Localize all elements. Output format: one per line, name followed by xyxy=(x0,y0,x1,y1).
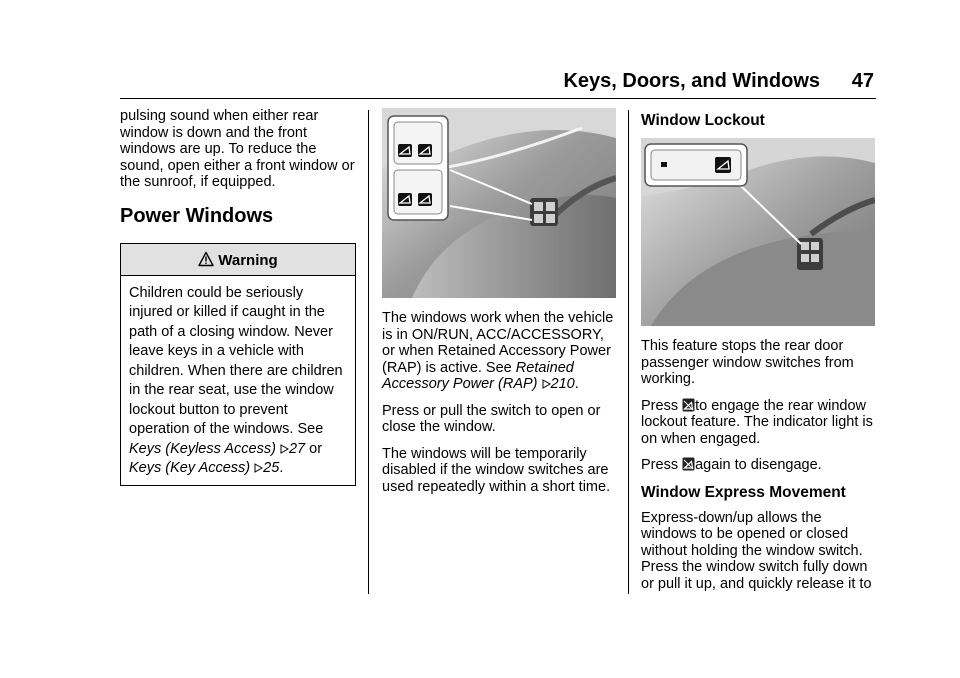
disengage-description: again to disengage. xyxy=(695,457,822,473)
running-header-title: Keys, Doors, and Windows xyxy=(563,70,820,92)
paragraph-temporarily-disabled: The windows will be temporarily disabled if the window switches are used repeatedly within a short time. xyxy=(382,445,611,495)
paragraph-open-close: Press or pull the switch to open or close the window. xyxy=(382,402,601,435)
paragraph-lockout-feature: This feature stops the rear door passenger window switches from working. xyxy=(641,338,854,387)
column-left xyxy=(120,108,356,486)
page-arrow-icon xyxy=(542,379,551,389)
page-arrow-icon xyxy=(280,444,289,454)
page-number: 47 xyxy=(851,70,874,92)
subheading-window-express-movement: Window Express Movement xyxy=(641,483,846,501)
paragraph-operation-conditions xyxy=(382,310,616,393)
operation-conditions-text: The windows work when the vehicle is in ON/RUN, ACC/ACCESSORY, or when Retained Accessory Power (RAP) is active. See xyxy=(382,310,614,376)
subheading-window-lockout: Window Lockout xyxy=(641,112,765,129)
column-divider xyxy=(628,110,629,594)
window-lockout-icon xyxy=(682,457,695,471)
window-lockout-illustration xyxy=(641,138,875,326)
cross-reference-page[interactable]: 210 xyxy=(550,376,575,392)
paragraph-disengage-lockout xyxy=(641,457,878,474)
header-rule xyxy=(120,98,876,99)
window-lockout-icon xyxy=(682,398,695,412)
warning-box xyxy=(120,243,356,486)
connector-text: or xyxy=(309,440,323,457)
warning-header xyxy=(121,244,355,276)
warning-triangle-icon xyxy=(198,251,214,267)
column-middle xyxy=(382,108,616,505)
column-divider xyxy=(368,110,369,594)
cross-reference-link[interactable]: Keys (Key Access) xyxy=(129,460,251,476)
cross-reference-link[interactable]: Retained Accessory Power (RAP) xyxy=(382,359,574,392)
paragraph-engage-lockout xyxy=(641,398,878,448)
engage-description: to engage the rear window lockout feature. The indicator light is on when engaged. xyxy=(641,397,873,447)
press-text: Press xyxy=(641,397,679,414)
sentence-end: . xyxy=(279,460,284,476)
warning-text: Children could be seriously injured or killed if caught in the path of a closing window. Never leave keys in a vehicle with children. When there are children in the rear seat, use the window lockout button to prevent operation of the windows. See xyxy=(129,284,343,437)
page-arrow-icon xyxy=(254,463,263,473)
section-heading: Power Windows xyxy=(120,204,274,227)
cross-reference-page[interactable]: 27 xyxy=(288,440,306,457)
cross-reference-page[interactable]: 25 xyxy=(263,460,280,476)
warning-body xyxy=(121,276,355,485)
sentence-end: . xyxy=(574,376,579,392)
power-window-switch-illustration xyxy=(382,108,616,298)
press-text: Press xyxy=(641,457,679,473)
intro-paragraph: pulsing sound when either rear window is down and the front windows are up. To reduce the sound, open either a front window or the sunroof, if equipped. xyxy=(120,108,355,190)
paragraph-express-movement: Express-down/up allows the windows to be opened or closed without holding the window switch. Press the window switch fully down or pull it up, and quickly release it to xyxy=(641,509,872,592)
warning-title: Warning xyxy=(218,251,278,269)
column-right xyxy=(641,108,878,602)
cross-reference-link[interactable]: Keys (Keyless Access) xyxy=(129,440,276,457)
